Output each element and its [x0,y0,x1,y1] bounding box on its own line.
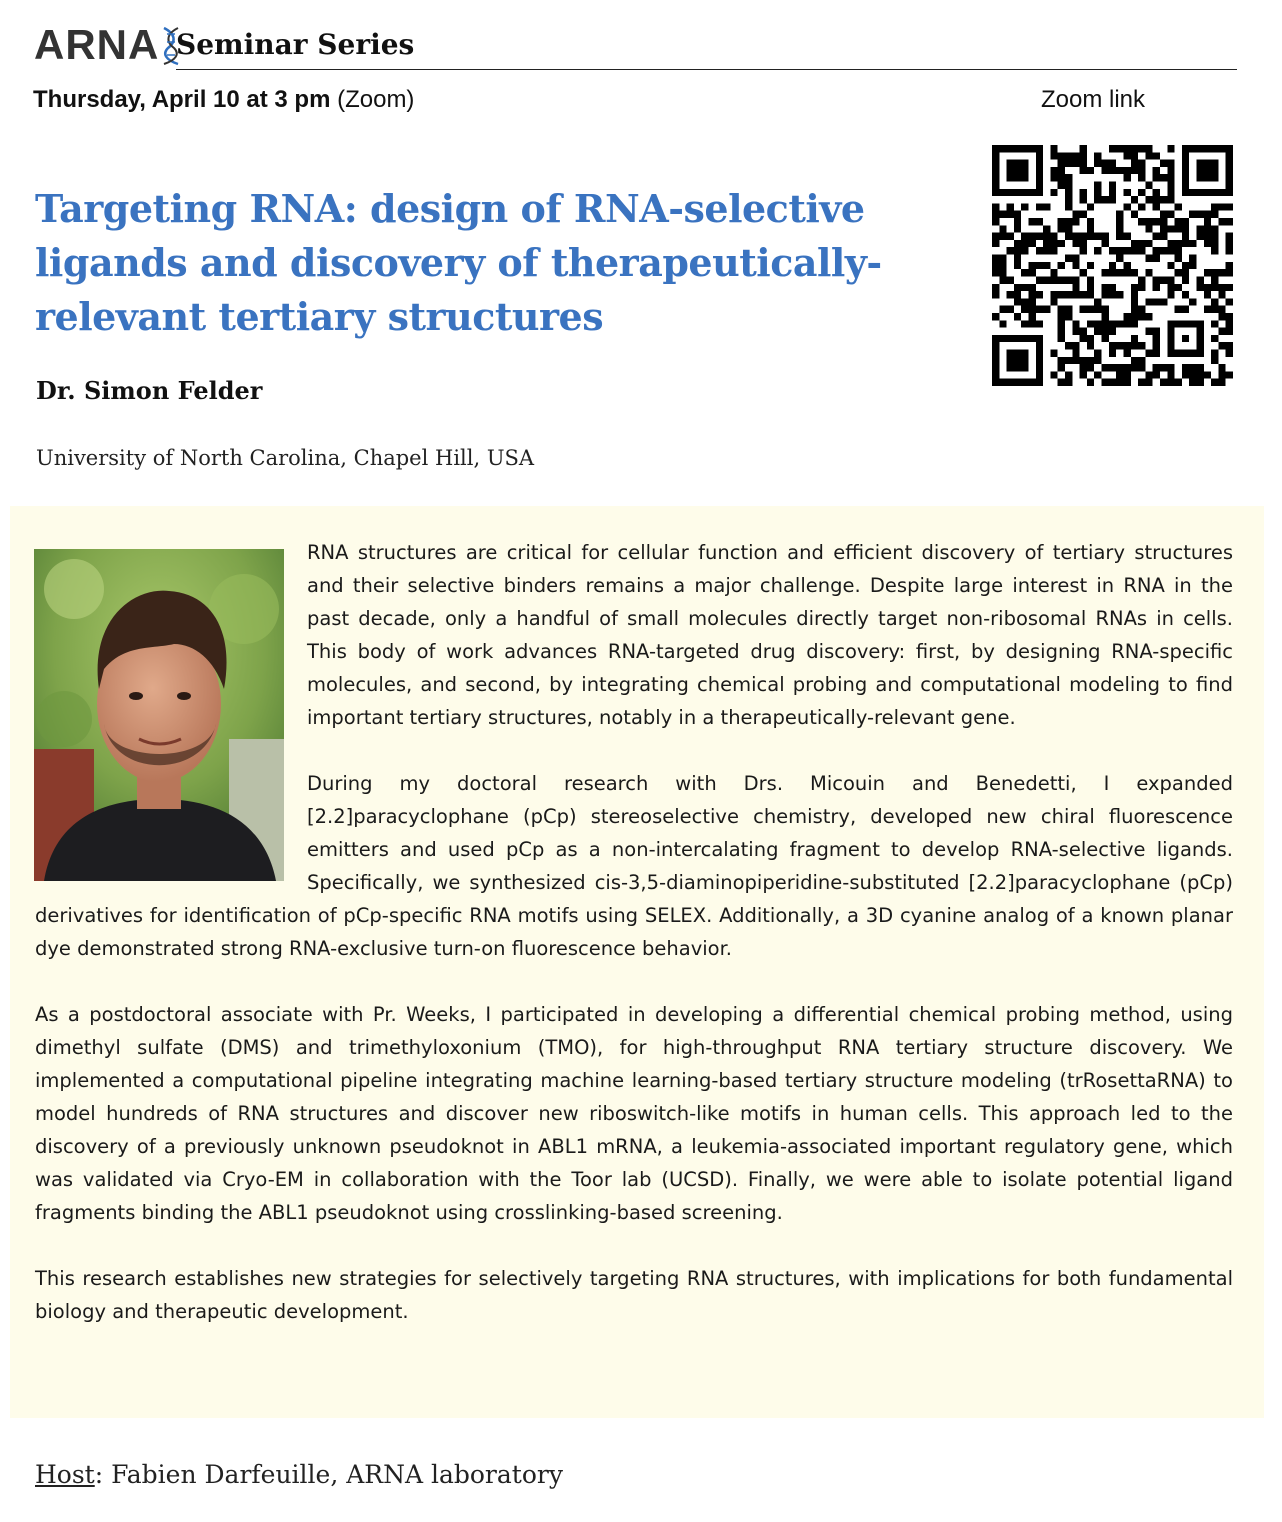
abstract-paragraph-3: As a postdoctoral associate with Pr. Weeks, I participated in developing a differential chemical probing method, using dimethyl sulfate (DMS) and trimethyloxonium (TMO), for high-throughput RNA tertiary structure discovery. We implemented a computational pipeline integrating machine learning-based tertiary structure modeling (trRosettaRNA) to model hundreds of RNA structures and discover new riboswitch-like motifs in human cells. This approach led to the discovery of a previously unknown pseudoknot in ABL1 mRNA, a leukemia-associated important regulatory gene, which was validated via Cryo-EM in collaboration with the Toor lab (UCSD). Finally, we were able to isolate potential ligand fragments binding the ABL1 pseudoknot using crosslinking-based screening. [35,1003,1233,1224]
event-format: (Zoom) [337,86,415,113]
host-line [35,1460,563,1489]
speaker-affiliation: University of North Carolina, Chapel Hill, USA [36,446,535,470]
talk-title: Targeting RNA: design of RNA-selective ligands and discovery of therapeutically-relevant tertiary structures [35,186,882,339]
host-value: : Fabien Darfeuille, ARNA laboratory [94,1460,563,1489]
header-divider [176,69,1237,70]
event-date-time: Thursday, April 10 at 3 pm [33,86,331,113]
series-title: Seminar Series [176,28,415,61]
abstract-text [35,536,1233,1361]
abstract-paragraph-4: This research establishes new strategies for selectively targeting RNA structures, with implications for both fundamental biology and therapeutic development. [35,1267,1233,1323]
abstract-paragraph-1: RNA structures are critical for cellular function and efficient discovery of tertiary structures and their selective binders remains a major challenge. Despite large interest in RNA in the past decade, only a handful of small molecules directly target non-ribosomal RNAs in cells. This body of work advances RNA-targeted drug discovery: first, by designing RNA-specific molecules, and second, by integrating chemical probing and computational modeling to find important tertiary structures, notably in a therapeutically-relevant gene. [307,541,1233,729]
arna-logo [34,22,184,66]
logo-text: ARNA [34,21,160,68]
speaker-name: Dr. Simon Felder [36,376,263,405]
zoom-link-label[interactable]: Zoom link [1041,86,1146,113]
host-label: Host [35,1460,95,1489]
photo-wrap-spacer [35,536,307,892]
event-date-line [33,86,414,114]
abstract-paragraph-2: During my doctoral research with Drs. Micouin and Benedetti, I expanded [2.2]paracyclophane (pCp) stereoselective chemistry, developed new chiral fluorescence emitters and used pCp as a non-intercalating fragment to develop RNA-selective ligands. Specifically, we synthesized cis-3,5-diaminopiperidine-substituted [2.2]paracyclophane (pCp) derivatives for identification of pCp-specific RNA motifs using SELEX. Additionally, a 3D cyanine analog of a known planar dye demonstrated strong RNA-exclusive turn-on fluorescence behavior. [35,772,1233,960]
qr-code-icon[interactable] [992,145,1233,386]
